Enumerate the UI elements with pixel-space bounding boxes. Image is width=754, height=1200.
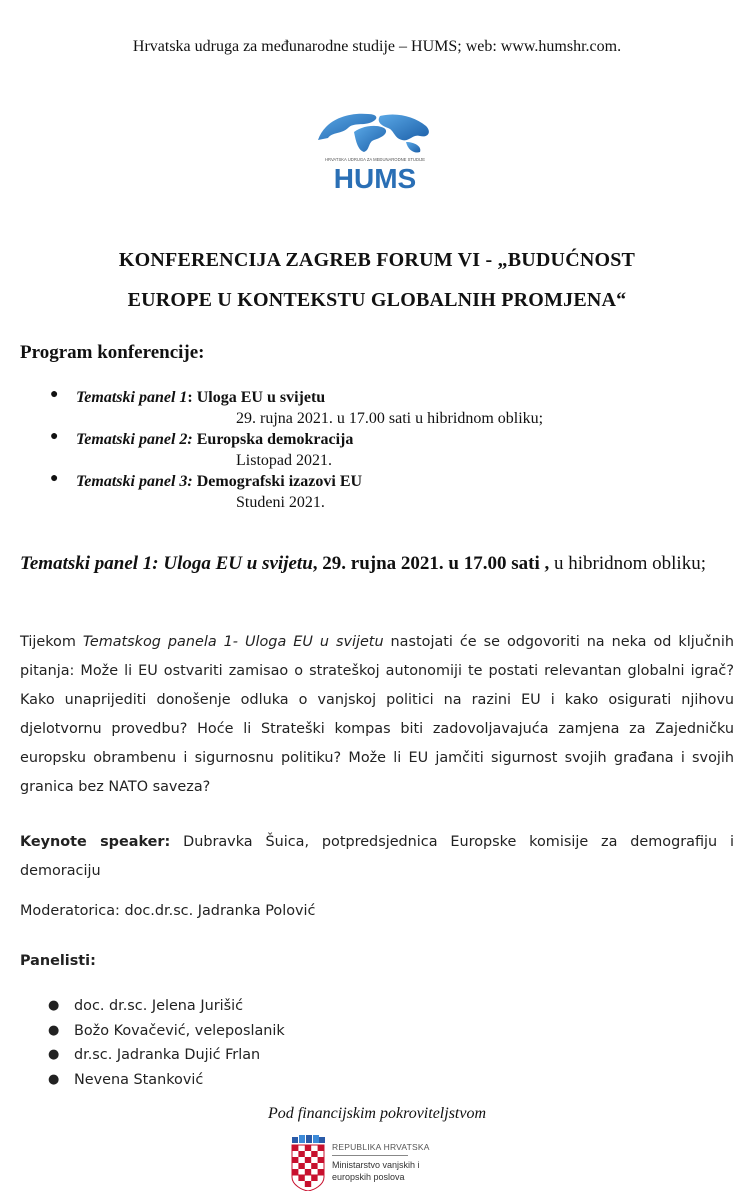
panel-date: Studeni 2021.	[236, 494, 325, 511]
panel-topic: Demografski izazovi EU	[196, 473, 363, 490]
panel-topic: Europska demokracija	[196, 431, 354, 448]
list-item: ● Tematski panel 3: Demografski izazovi EU Studeni 2021.	[48, 471, 648, 513]
keynote-speaker: Keynote speaker: Dubravka Šuica, potpredsjednica Europske komisije za demografiju i demoraciju	[20, 834, 734, 879]
program-list	[48, 387, 648, 513]
bullet-icon: ●	[48, 1047, 60, 1062]
bullet-icon: ●	[48, 998, 60, 1013]
list-item: ● Tematski panel 2: Europska demokracija Listopad 2021.	[48, 429, 648, 471]
panelists-list	[48, 994, 285, 1092]
bullet-icon: ●	[48, 1071, 60, 1087]
ministry-name: Ministarstvo vanjskih i europskih poslova	[332, 1160, 420, 1182]
panel-topic: Uloga EU u svijetu	[196, 389, 326, 406]
bullet-icon: ●	[48, 1022, 60, 1038]
panel1-heading: Tematski panel 1: Uloga EU u svijetu, 29. rujna 2021. u 17.00 sati , u hibridnom obliku;	[20, 553, 706, 574]
panel-date: 29. rujna 2021. u 17.00 sati u hibridnom obliku;	[236, 410, 544, 427]
conference-title	[30, 240, 724, 320]
title-line-1: KONFERENCIJA ZAGREB FORUM VI - „BUDUĆNOST	[118, 249, 636, 271]
title-line-2: EUROPE U KONTEKSTU GLOBALNIH PROMJENA“	[127, 289, 627, 311]
sponsor-line: Pod financijskim pokroviteljstvom	[267, 1105, 487, 1122]
moderator: Moderatorica: doc.dr.sc. Jadranka Polović	[20, 903, 316, 919]
panel1-description: Tijekom Tematskog panela 1- Uloga EU u svijetu nastojati će se odgovoriti na neka od ključnih pitanja: Može li EU ostvariti zamisao o strateškoj autonomiji te postati relevantan globalni igrač? Kako unaprijediti donošenje odluka o vanjskoj politici na razini EU i kako osigurati njihovu djelotvornu provedbu? Hoće li Strateški kompas biti zadovoljavajuća zamjena za Zajedničku europsku obrambenu i sigurnosnu politiku? Može li EU jamčiti sigurnost svojih građana i svojih granica bez NATO saveza?	[20, 634, 734, 795]
list-item: ● dr.sc. Jadranka Dujić Frlan	[48, 1043, 285, 1068]
program-heading: Program konferencije:	[20, 342, 205, 363]
header-line: Hrvatska udruga za međunarodne studije – HUMS; web: www.humshr.com.	[132, 38, 622, 55]
hums-logo	[310, 108, 440, 198]
republic-label: REPUBLIKA HRVATSKA	[332, 1142, 430, 1152]
coat-of-arms-icon	[290, 1135, 326, 1191]
svg-text:HRVATSKA UDRUGA ZA MEĐUNARODNE: HRVATSKA UDRUGA ZA MEĐUNARODNE STUDIJE	[324, 157, 426, 162]
list-item: ● Tematski panel 1: Uloga EU u svijetu 29. rujna 2021. u 17.00 sati u hibridnom obliku;	[48, 387, 648, 429]
svg-text:HUMS: HUMS	[333, 163, 417, 194]
globe-icon	[310, 108, 440, 198]
list-item: ● Božo Kovačević, veleposlanik	[48, 1019, 285, 1044]
bullet-icon: ●	[50, 429, 59, 444]
panelists-heading: Panelisti:	[20, 953, 96, 969]
bullet-icon: ●	[50, 471, 59, 486]
panel-date: Listopad 2021.	[236, 452, 332, 469]
bullet-icon: ●	[50, 387, 59, 402]
list-item: ● doc. dr.sc. Jelena Jurišić	[48, 994, 285, 1019]
ministry-logo	[290, 1133, 470, 1195]
divider	[332, 1155, 408, 1156]
list-item: ● Nevena Stanković	[48, 1068, 285, 1093]
